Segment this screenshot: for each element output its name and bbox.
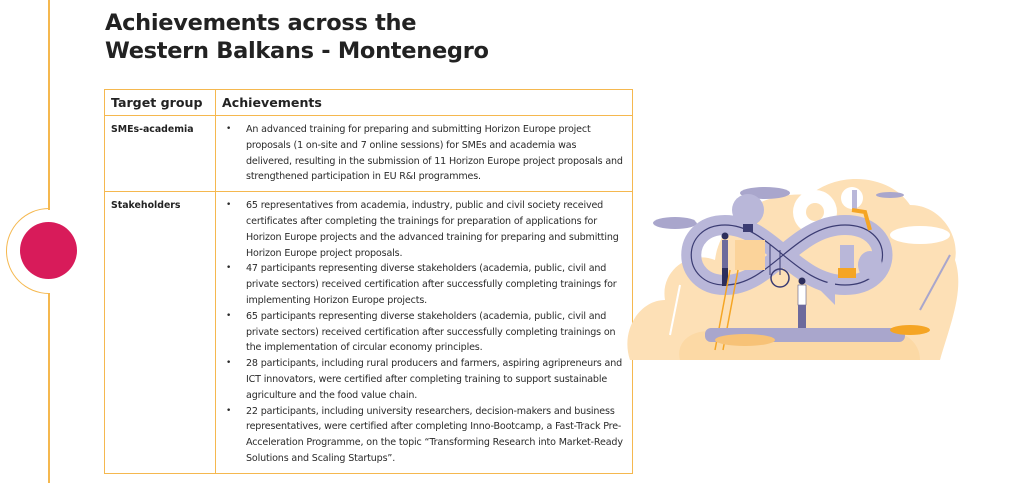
achievement-item: • An advanced training for preparing and submitting Horizon Europe project proposals (1 on-site and 7 online sessions) for SMEs and academia was delivered, resulting in the submission of 11 Horizon Europe project proposals and strengthened participation in EU R&I programmes. bbox=[224, 122, 624, 185]
achievement-item: • 22 participants, including university researchers, decision-makers and business representatives, were certified after completing Inno-Bootcamp, a Fast-Track Pre-Acceleration Programme, on the topic “Transforming Research into Market-Ready Solutions and Scaling Startups”. bbox=[224, 404, 624, 467]
table-header-row bbox=[105, 90, 633, 116]
circular-economy-illustration bbox=[620, 150, 960, 370]
achievement-item: • 47 participants representing diverse stakeholders (academia, public, civil and private sectors) received certification after successfully completing trainings for implementing Horizon Europe projects. bbox=[224, 261, 624, 308]
decorative-line-bottom bbox=[48, 293, 50, 483]
header-achievements: Achievements bbox=[216, 90, 633, 116]
achievements-cell bbox=[216, 192, 633, 474]
target-group-cell: Stakeholders bbox=[105, 192, 216, 474]
achievement-item: • 65 representatives from academia, industry, public and civil society received certificates after completing the trainings for preparation of applications for Horizon Europe projects and the advanced training for preparing and submitting Horizon Europe project proposals. bbox=[224, 198, 624, 261]
decorative-dot bbox=[20, 222, 77, 279]
achievement-item: • 28 participants, including rural producers and farmers, aspiring agripreneurs and ICT innovators, were certified after completing training to support sustainable agriculture and the food value chain. bbox=[224, 356, 624, 403]
achievements-table bbox=[104, 89, 633, 474]
achievements-cell bbox=[216, 116, 633, 192]
page-title: Achievements across the Western Balkans - Montenegro bbox=[105, 10, 489, 64]
decorative-line-top bbox=[48, 0, 50, 210]
table-row bbox=[105, 116, 633, 192]
table-row bbox=[105, 192, 633, 474]
target-group-cell: SMEs-academia bbox=[105, 116, 216, 192]
header-target-group: Target group bbox=[105, 90, 216, 116]
achievement-item: • 65 participants representing diverse stakeholders (academia, public, civil and private sectors) received certification after successfully completing trainings on the implementation of circular economy principles. bbox=[224, 309, 624, 356]
